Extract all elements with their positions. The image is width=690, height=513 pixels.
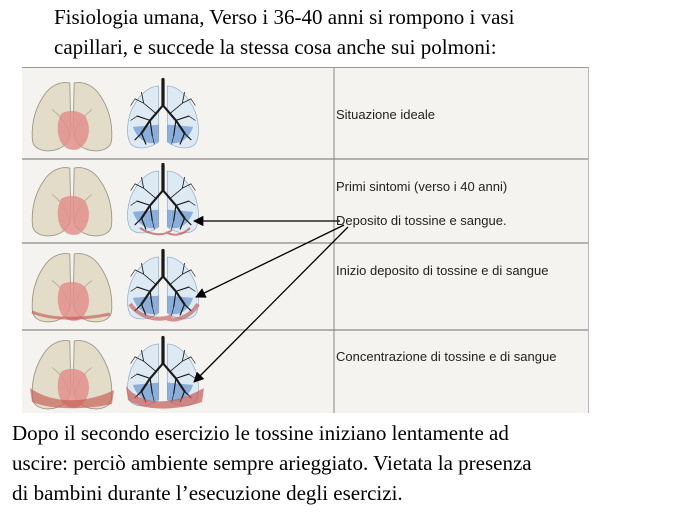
caption-primi-sintomi: Primi sintomi (verso i 40 anni) — [336, 179, 508, 194]
pointer-arrows — [194, 221, 348, 382]
footer-line-1: Dopo il secondo esercizio le tossine iniziano lentamente ad — [12, 421, 509, 445]
caption-inizio-deposito: Inizio deposito di tossine e di sangue — [336, 263, 549, 278]
footer-line-3: di bambini durante l’esecuzione degli esercizi. — [12, 481, 403, 505]
caption-deposito-tossine: Deposito di tossine e sangue. — [336, 213, 507, 228]
lung-row-3-illustration — [32, 251, 198, 322]
lung-row-2-illustration — [32, 165, 198, 236]
caption-concentrazione: Concentrazione di tossine e di sangue — [336, 349, 557, 364]
lung-row-4-illustration — [30, 338, 204, 409]
footer-text — [12, 418, 682, 508]
lung-illustration-figure — [22, 67, 589, 413]
heading-text — [54, 2, 674, 62]
footer-line-2: uscire: perciò ambiente sempre arieggiato. Vietata la presenza — [12, 451, 532, 475]
caption-situazione-ideale: Situazione ideale — [336, 107, 436, 122]
arrow-to-row-4 — [194, 227, 348, 382]
lung-row-1-illustration — [32, 80, 198, 151]
arrow-to-row-3 — [196, 225, 344, 297]
heading-line-2: capillari, e succede la stessa cosa anche sui polmoni: — [54, 35, 497, 59]
heading-line-1: Fisiologia umana, Verso i 36-40 anni si rompono i vasi — [54, 5, 515, 29]
